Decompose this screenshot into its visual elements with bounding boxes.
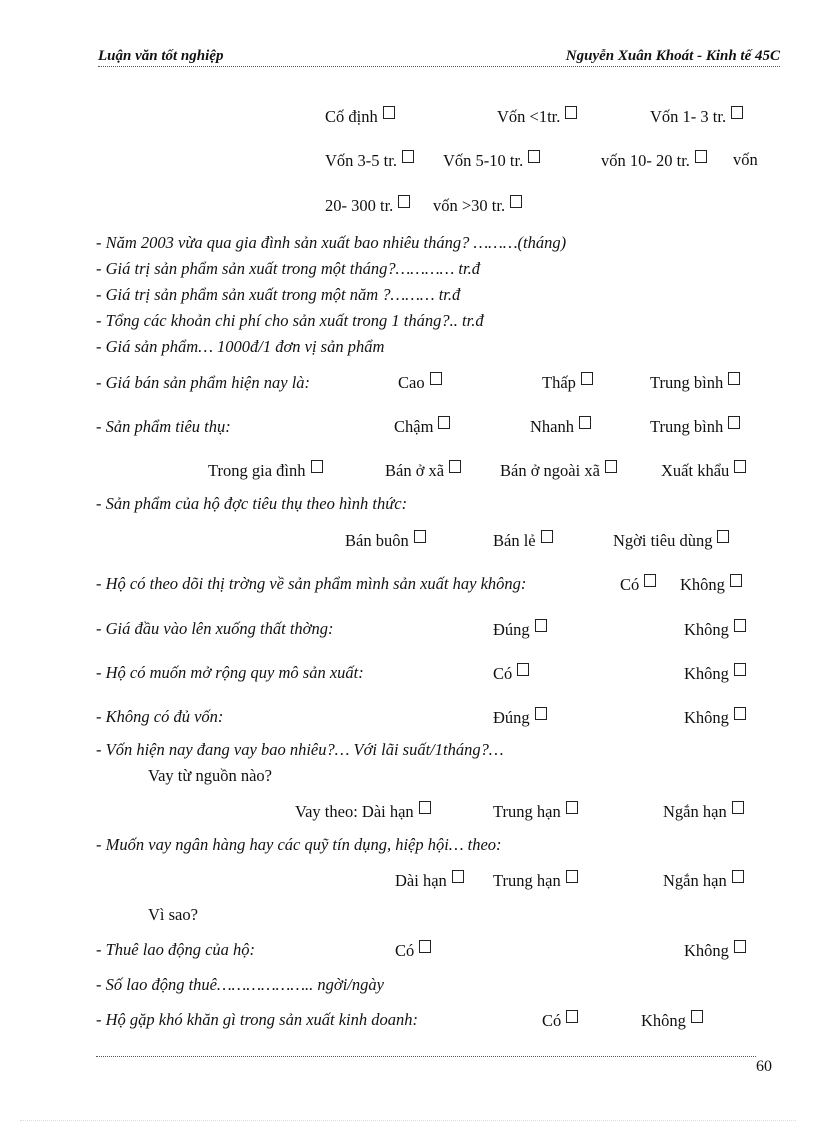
checkbox[interactable] — [605, 460, 617, 473]
option-input-correct: Đúng — [493, 619, 547, 640]
checkbox[interactable] — [566, 1010, 578, 1023]
question-months-2003: - Năm 2003 vừa qua gia đình sản xuất bao nhiêu tháng? ………(tháng) — [96, 233, 567, 252]
option-loan-short: Ngắn hạn — [663, 801, 744, 822]
option-difficulty-yes: Có — [542, 1010, 578, 1031]
checkbox[interactable] — [728, 372, 740, 385]
checkbox[interactable] — [734, 663, 746, 676]
checkbox[interactable] — [517, 663, 529, 676]
option-consumer: Ngời tiêu dùng — [613, 530, 729, 551]
checkbox[interactable] — [734, 460, 746, 473]
checkbox[interactable] — [734, 940, 746, 953]
question-why: Vì sao? — [148, 905, 198, 924]
option-capital-correct: Đúng — [493, 707, 547, 728]
option-slow: Chậm — [394, 416, 450, 437]
option-fixed: Cố định — [325, 106, 395, 127]
checkbox[interactable] — [419, 940, 431, 953]
option-low: Thấp — [542, 372, 593, 393]
option-bank-short: Ngắn hạn — [663, 870, 744, 891]
question-unit-price: - Giá sản phẩm… 1000đ/1 đơn vị sản phẩm — [96, 337, 385, 356]
checkbox[interactable] — [535, 707, 547, 720]
loan-term-label: Vay theo: Dài hạn — [295, 801, 431, 822]
question-difficulty: - Hộ gặp khó khăn gì trong sản xuất kinh doanh: — [96, 1010, 419, 1029]
checkbox[interactable] — [732, 801, 744, 814]
question-monitor: - Hộ có theo dõi thị trờng về sản phẩm mình sản xuất hay không: — [96, 574, 527, 593]
option-gt30: vốn >30 tr. — [433, 195, 522, 216]
checkbox[interactable] — [535, 619, 547, 632]
option-wholesale: Bán buôn — [345, 530, 426, 551]
question-capital-short: - Không có đủ vốn: — [96, 707, 224, 726]
option-expand-yes: Có — [493, 663, 529, 684]
question-value-year: - Giá trị sản phẩm sản xuất trong một năm ?……… tr.đ — [96, 285, 461, 304]
question-cost-month: - Tổng các khoản chi phí cho sản xuất trong 1 tháng?.. tr.đ — [96, 311, 484, 330]
checkbox[interactable] — [734, 619, 746, 632]
checkbox[interactable] — [732, 870, 744, 883]
checkbox[interactable] — [510, 195, 522, 208]
checkbox[interactable] — [414, 530, 426, 543]
page-header — [98, 48, 780, 67]
checkbox[interactable] — [695, 150, 707, 163]
question-consumption: - Sản phẩm tiêu thụ: — [96, 417, 231, 436]
option-bank-long: Dài hạn — [395, 870, 464, 891]
option-high: Cao — [398, 372, 442, 393]
checkbox[interactable] — [566, 801, 578, 814]
option-difficulty-no: Không — [641, 1010, 703, 1031]
page-number: 60 — [756, 1058, 772, 1075]
checkbox[interactable] — [644, 574, 656, 587]
checkbox[interactable] — [565, 106, 577, 119]
checkbox[interactable] — [728, 416, 740, 429]
checkbox[interactable] — [730, 574, 742, 587]
question-loan: - Vốn hiện nay đang vay bao nhiêu?… Với lãi suất/1tháng?… — [96, 740, 504, 759]
option-20-300: 20- 300 tr. — [325, 195, 410, 216]
checkbox[interactable] — [579, 416, 591, 429]
header-right: Nguyễn Xuân Khoát - Kinh tế 45C — [565, 48, 780, 64]
checkbox[interactable] — [311, 460, 323, 473]
option-1-3: Vốn 1- 3 tr. — [650, 106, 743, 127]
option-hire-no: Không — [684, 940, 746, 961]
checkbox[interactable] — [438, 416, 450, 429]
checkbox[interactable] — [402, 150, 414, 163]
option-medium-2: Trung bình — [650, 416, 740, 437]
header-left: Luận văn tốt nghiệp — [98, 48, 224, 64]
question-bank-loan: - Muốn vay ngân hàng hay các quỹ tín dụng, hiệp hội… theo: — [96, 835, 502, 854]
option-export: Xuất khẩu — [661, 460, 746, 481]
bottom-divider — [20, 1120, 796, 1121]
footer-divider — [96, 1056, 756, 1057]
checkbox[interactable] — [528, 150, 540, 163]
option-in-family: Trong gia đình — [208, 460, 323, 481]
question-labor-count: - Số lao động thuê……………….. ngời/ngày — [96, 975, 384, 994]
option-20-300-prefix: vốn — [733, 150, 758, 169]
option-monitor-no: Không — [680, 574, 742, 595]
checkbox[interactable] — [691, 1010, 703, 1023]
checkbox[interactable] — [398, 195, 410, 208]
option-expand-no: Không — [684, 663, 746, 684]
option-loan-mid: Trung hạn — [493, 801, 578, 822]
option-3-5: Vốn 3-5 tr. — [325, 150, 414, 171]
checkbox[interactable] — [383, 106, 395, 119]
question-sell-price: - Giá bán sản phẩm hiện nay là: — [96, 373, 311, 392]
option-hire-yes: Có — [395, 940, 431, 961]
option-in-commune: Bán ở xã — [385, 460, 461, 481]
option-capital-no: Không — [684, 707, 746, 728]
checkbox[interactable] — [449, 460, 461, 473]
option-10-20: vốn 10- 20 tr. — [601, 150, 707, 171]
option-medium: Trung bình — [650, 372, 740, 393]
checkbox[interactable] — [430, 372, 442, 385]
checkbox[interactable] — [452, 870, 464, 883]
option-bank-mid: Trung hạn — [493, 870, 578, 891]
option-5-10: Vốn 5-10 tr. — [443, 150, 540, 171]
checkbox[interactable] — [717, 530, 729, 543]
option-lt1: Vốn <1tr. — [497, 106, 577, 127]
question-value-month: - Giá trị sản phẩm sản xuất trong một tháng?………… tr.đ — [96, 259, 480, 278]
checkbox[interactable] — [566, 870, 578, 883]
option-retail: Bán lẻ — [493, 530, 553, 551]
checkbox[interactable] — [541, 530, 553, 543]
question-expand: - Hộ có muốn mở rộng quy mô sản xuất: — [96, 663, 364, 682]
checkbox[interactable] — [734, 707, 746, 720]
question-form: - Sản phẩm của hộ đợc tiêu thụ theo hình thức: — [96, 494, 408, 513]
question-hire-labor: - Thuê lao động của hộ: — [96, 940, 256, 959]
option-monitor-yes: Có — [620, 574, 656, 595]
option-out-commune: Bán ở ngoài xã — [500, 460, 617, 481]
question-input-price: - Giá đầu vào lên xuống thất thờng: — [96, 619, 334, 638]
option-input-no: Không — [684, 619, 746, 640]
checkbox[interactable] — [581, 372, 593, 385]
checkbox[interactable] — [731, 106, 743, 119]
option-fast: Nhanh — [530, 416, 591, 437]
checkbox[interactable] — [419, 801, 431, 814]
question-loan-source: Vay từ nguồn nào? — [148, 766, 272, 785]
